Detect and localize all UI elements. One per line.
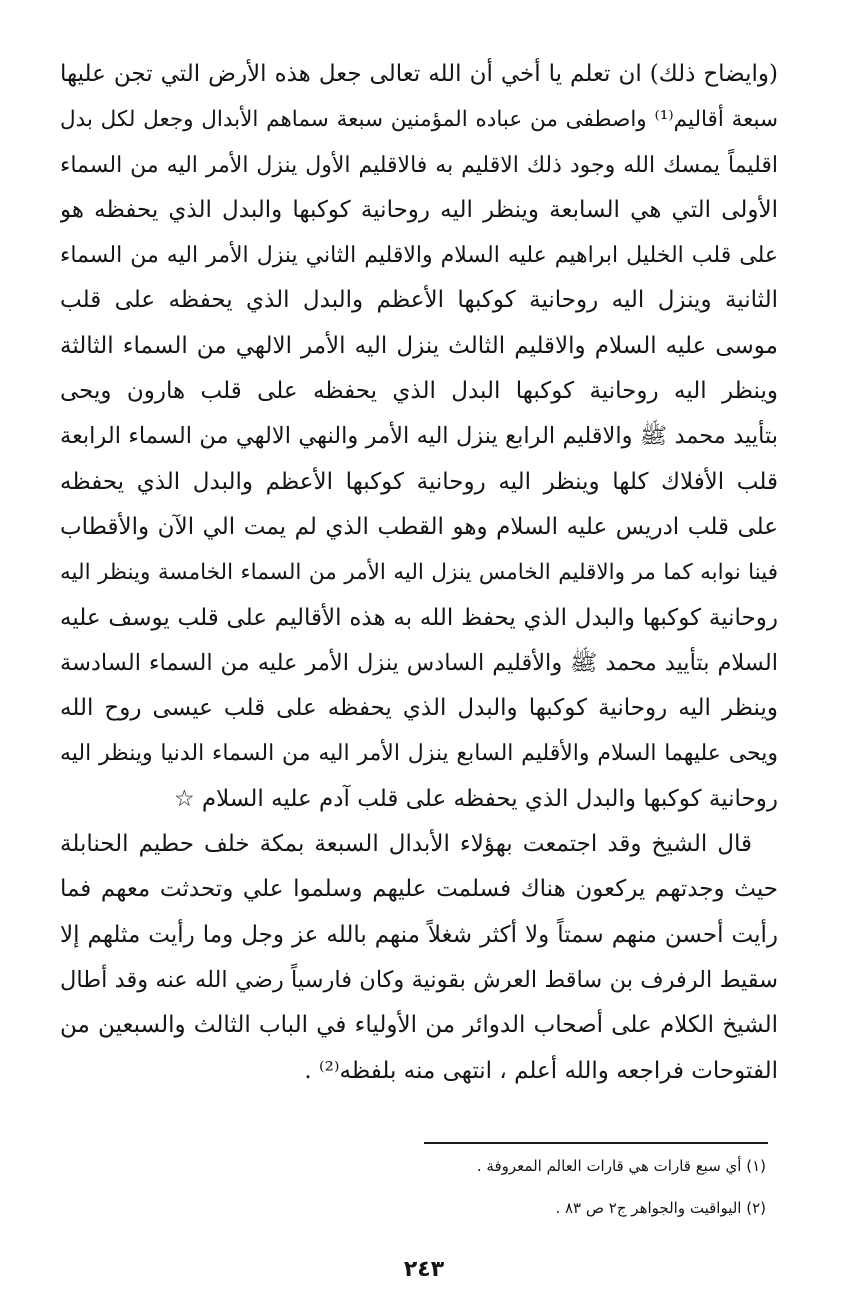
text-line: ويحى عليهما السلام والأقليم السابع ينزل الأمر اليه من السماء الدنيا وينظر اليه bbox=[60, 741, 778, 767]
text-line: روحانية كوكبها والبدل الذي يحفظه على قلب آدم عليه السلام ☆ bbox=[173, 785, 778, 812]
text-line: على قلب ادريس عليه السلام وهو القطب الذي لم يمت الي الآن والأقطاب bbox=[60, 513, 778, 540]
text-line: اقليماً يمسك الله وجود ذلك الاقليم به فالاقليم الأول ينزل الأمر اليه من السماء bbox=[60, 152, 778, 178]
text-line: الأولى التي هي السابعة وينظر اليه روحانية كوكبها والبدل الذي يحفظه هو bbox=[60, 196, 778, 223]
text-line: (وايضاح ذلك) ان تعلم يا أخي أن الله تعالى جعل هذه الأرض التي تجن عليها bbox=[60, 61, 778, 87]
text-line: الشيخ الكلام على أصحاب الدوائر من الأولياء في الباب الثالث والسبعين من bbox=[60, 1012, 778, 1039]
footnotes bbox=[300, 1150, 766, 1220]
text-line: روحانية كوكبها والبدل الذي يحفظ الله به هذه الأقاليم على قلب يوسف عليه bbox=[60, 604, 778, 631]
text-line: وينظر اليه روحانية كوكبها البدل الذي يحفظه على قلب هارون ويحى bbox=[60, 378, 778, 405]
text-line: موسى عليه السلام والاقليم الثالث ينزل اليه الأمر الالهي من السماء الثالثة bbox=[60, 332, 778, 359]
footnote-1: (١) أي سبع قارات هي قارات العالم المعروفة . bbox=[476, 1157, 766, 1175]
text-line: سقيط الرفرف بن ساقط العرش بقونية وكان فارسياً رضي الله عنه وقد أطال bbox=[60, 966, 778, 993]
text-line: بتأييد محمد ﷺ والاقليم الرابع ينزل اليه الأمر والنهي الالهي من السماء الرابعة bbox=[60, 423, 778, 450]
text-line: الثانية وينزل اليه روحانية كوكبها الأعظم والبدل الذي يحفظه على قلب bbox=[60, 287, 778, 314]
text-line: سبعة أقاليم⁽¹⁾ واصطفى من عباده المؤمنين سبعة سماهم الأبدال وجعل لكل بدل bbox=[60, 107, 778, 133]
text-line: السلام بتأييد محمد ﷺ والأقليم السادس ينزل الأمر عليه من السماء السادسة bbox=[60, 649, 778, 676]
text-line: رأيت أحسن منهم سمتاً ولا أكثر شغلاً منهم بالله عز وجل وما رأيت مثلهم إلا bbox=[60, 921, 778, 948]
footnote-separator bbox=[424, 1142, 768, 1144]
text-line: على قلب الخليل ابراهيم عليه السلام والاقليم الثاني ينزل الأمر اليه من السماء bbox=[60, 243, 778, 269]
footnote-2: (٢) اليواقيت والجواهر ج٢ ص ٨٣ . bbox=[555, 1199, 766, 1217]
text-line: الفتوحات فراجعه والله أعلم ، انتهى منه بلفظه⁽²⁾ . bbox=[304, 1057, 778, 1084]
paragraph-start-line: قال الشيخ وقد اجتمعت بهؤلاء الأبدال السبعة بمكة خلف حطيم الحنابلة bbox=[60, 831, 752, 858]
text-line: حيث وجدتهم يركعون هناك فسلمت عليهم وسلموا علي وتحدثت معهم فما bbox=[60, 876, 778, 903]
main-text-block bbox=[60, 52, 778, 1094]
page-number: ٢٤٣ bbox=[403, 1257, 445, 1282]
text-line: وينظر اليه روحانية كوكبها والبدل الذي يحفظه على قلب عيسى روح الله bbox=[60, 695, 778, 722]
text-line: قلب الأفلاك كلها وينظر اليه روحانية كوكبها الأعظم والبدل الذي يحفظه bbox=[60, 468, 778, 495]
text-line: فينا نوابه كما مر والاقليم الخامس ينزل اليه الأمر من السماء الخامسة وينظر اليه bbox=[60, 560, 778, 586]
